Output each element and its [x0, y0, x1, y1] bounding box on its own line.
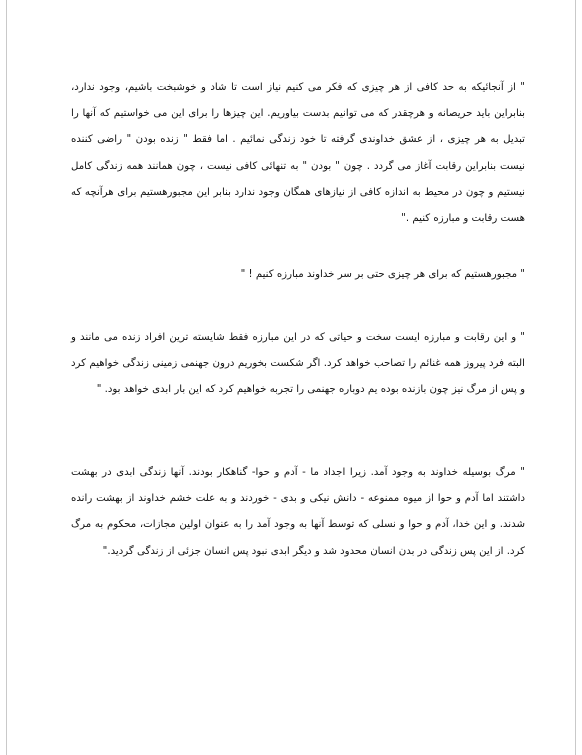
paragraph-4: " مرگ بوسیله خداوند به وجود آمد. زیرا اجداد ما - آدم و حوا- گناهکار بودند. آنها زندگی ابدی در بهشت داشتند اما آدم و حوا از میوه ممنوعه - دانش نیکی و بدی - خوردند و به علت خشم خداوند از بهشت رانده شدند. و این خدا، آدم و حوا و نسلی که توسط آنها به وجود آمد را به عنوان اولین مجازات، محکوم به مرگ کرد. از این پس زندگی در بدن انسان محدود شد و دیگر ابدی نبود پس انسان جزئی از زندگی گردید.": [71, 467, 525, 557]
paragraph-1: " از آنجائیکه به حد کافی از هر چیزی که فکر می کنیم نیاز است تا شاد و خوشبخت باشیم، وجود ندارد، بنابراین باید حریصانه و هرچقدر که می توانیم بدست بیاوریم. این چیزها را برای این می خواستیم که آنها را تبدیل به هر چیزی ، از عشق خداوندی گرفته تا خود زندگی نمائیم . اما فقط " زنده بودن " راضی کننده نیست بنابراین رقابت آغاز می گردد . چون " بودن " به تنهائی کافی نیست ، چون همانند همه زندگی کامل نیستیم و چون در محیط به اندازه کافی از نیازهای همگان وجود ندارد بنابر این مجبورهستیم برای هرآنچه که هست رقابت و مبارزه کنیم .": [71, 82, 525, 225]
paragraph-2: " مجبورهستیم که برای هر چیزی حتی بر سر خداوند مبارزه کنیم ! ": [240, 269, 525, 280]
paragraph-3: " و این رقابت و مبارزه ایست سخت و حیاتی که در این مبارزه فقط شایسته ترین افراد زنده می مانند و البته فرد پیروز همه غنائم را تصاحب خواهد کرد. اگر شکست بخوریم درون جهنمی زمینی زندگی خواهیم کرد و پس از مرگ نیز چون بازنده بوده یم دوباره جهنمی را تجربه خواهیم کرد که این بار ابدی خواهد بود. ": [71, 332, 525, 396]
document-page: [6, 0, 576, 755]
